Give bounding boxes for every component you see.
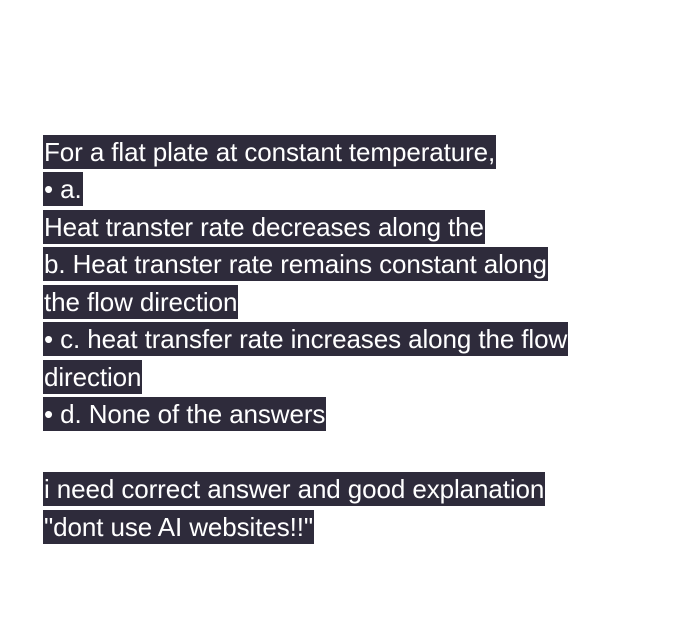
highlighted-text[interactable]: For a flat plate at constant temperature, — [44, 136, 496, 167]
question-line-1 — [43, 133, 683, 171]
highlighted-text[interactable]: "dont use AI websites!!" — [44, 511, 313, 542]
blank-line — [43, 433, 683, 471]
option-a-label — [43, 171, 683, 209]
highlighted-text[interactable]: Heat transter rate decreases along the — [44, 211, 484, 242]
request-line-1 — [43, 471, 683, 509]
option-c-line-1 — [43, 321, 683, 359]
highlighted-text[interactable]: • a. — [44, 174, 82, 205]
highlighted-text[interactable]: b. Heat transter rate remains constant along — [44, 249, 547, 280]
option-d — [43, 396, 683, 434]
highlighted-text[interactable]: • c. heat transfer rate increases along the flow — [44, 324, 568, 355]
highlighted-text[interactable]: the flow direction — [44, 286, 238, 317]
option-c-line-2 — [43, 358, 683, 396]
option-b-line-1 — [43, 246, 683, 284]
request-line-2 — [43, 508, 683, 546]
highlighted-text[interactable]: • d. None of the answers — [44, 399, 326, 430]
selected-note-text[interactable] — [43, 133, 683, 546]
highlighted-text[interactable]: direction — [44, 361, 142, 392]
highlighted-text[interactable]: i need correct answer and good explanation — [44, 474, 545, 505]
option-a-text — [43, 208, 683, 246]
option-b-line-2 — [43, 283, 683, 321]
